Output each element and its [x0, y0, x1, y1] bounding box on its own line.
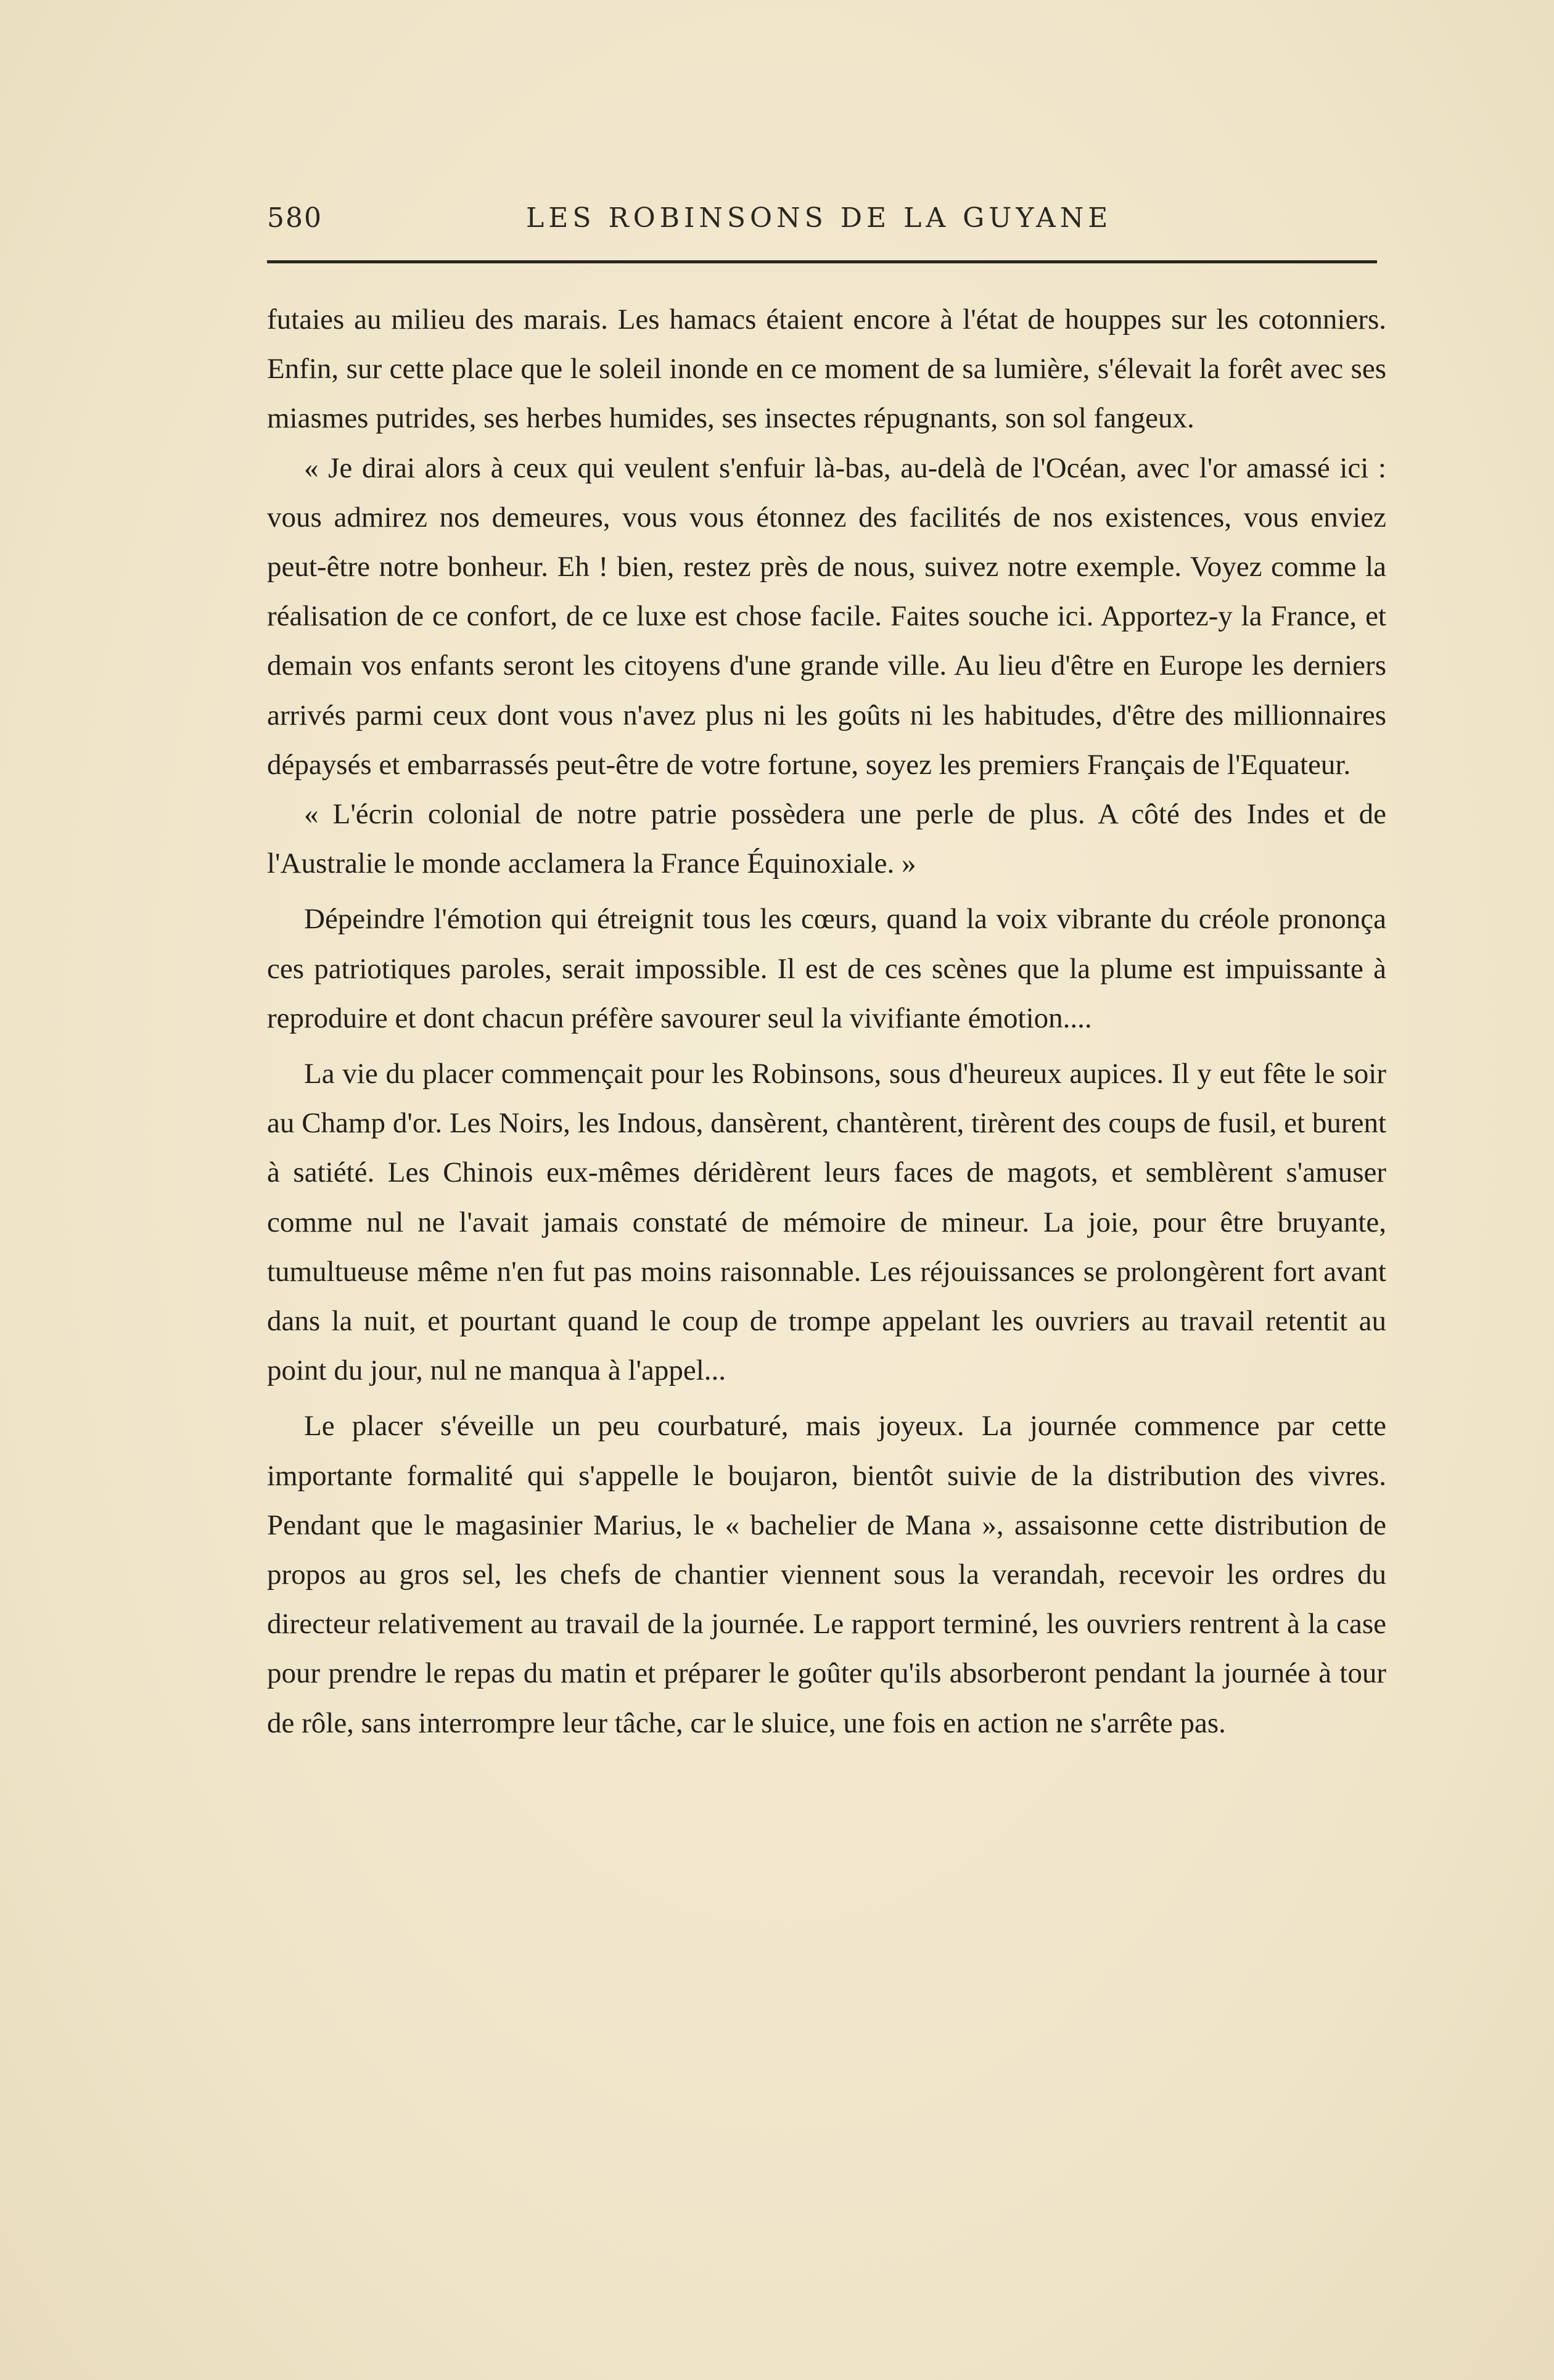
paragraph: « L'écrin colonial de notre patrie possèdera une perle de plus. A côté des Indes et de l'Australie le monde acclamera la France Équinoxiale. »: [267, 798, 1386, 880]
paragraph: « Je dirai alors à ceux qui veulent s'enfuir là-bas, au-delà de l'Océan, avec l'or amassé ici : vous admirez nos demeures, vous vous étonnez des facilités de nos existences, vous enviez peut-être notre bonheur. Eh ! bien, restez près de nous, suivez notre exemple. Voyez comme la réalisation de ce confort, de ce luxe est chose facile. Faites souche ici. Apportez-y la France, et demain vos enfants seront les citoyens d'une grande ville. Au lieu d'être en Europe les derniers arrivés parmi ceux dont vous n'avez plus ni les goûts ni les habitudes, d'être des millionnaires dépaysés et embarrassés peut-être de votre fortune, soyez les premiers Français de l'Equateur.: [267, 451, 1386, 781]
page-number: 580: [267, 202, 323, 234]
paragraph: La vie du placer commençait pour les Robinsons, sous d'heureux aupices. Il y eut fête le soir au Champ d'or. Les Noirs, les Indous, dansèrent, chantèrent, tirèrent des coups de fusil, et burent à satiété. Les Chinois eux-mêmes déridèrent leurs faces de magots, et semblèrent s'amuser comme nul ne l'avait jamais constaté de mémoire de mineur. La joie, pour être bruyante, tumultueuse même n'en fut pas moins raisonnable. Les réjouissances se prolongèrent fort avant dans la nuit, et pourtant quand le coup de trompe appelant les ouvriers au travail retentit au point du jour, nul ne manqua à l'appel...: [267, 1058, 1386, 1387]
header-rule: [267, 260, 1377, 263]
page-header: [267, 199, 1383, 248]
body-text: [267, 295, 1386, 1748]
paragraph: Le placer s'éveille un peu courbaturé, mais joyeux. La journée commence par cette importante formalité qui s'appelle le boujaron, bientôt suivie de la distribution des vivres. Pendant que le magasinier Marius, le « bachelier de Mana », assaisonne cette distribution de propos au gros sel, les chefs de chantier viennent sous la verandah, recevoir les ordres du directeur relativement au travail de la journée. Le rapport terminé, les ouvriers rentrent à la case pour prendre le repas du matin et préparer le goûter qu'ils absorberont pendant la journée à tour de rôle, sans interrompre leur tâche, car le sluice, une fois en action ne s'arrête pas.: [267, 1410, 1386, 1739]
running-title: LES ROBINSONS DE LA GUYANE: [526, 202, 1112, 234]
paragraph: Dépeindre l'émotion qui étreignit tous les cœurs, quand la voix vibrante du créole prononça ces patriotiques paroles, serait impossible. Il est de ces scènes que la plume est impuissante à reproduire et dont chacun préfère savourer seul la vivifiante émotion....: [267, 903, 1386, 1034]
paragraph: futaies au milieu des marais. Les hamacs étaient encore à l'état de houppes sur les cotonniers. Enfin, sur cette place que le soleil inonde en ce moment de sa lumière, s'élevait la forêt avec ses miasmes putrides, ses herbes humides, ses insectes répugnants, son sol fangeux.: [267, 303, 1386, 435]
